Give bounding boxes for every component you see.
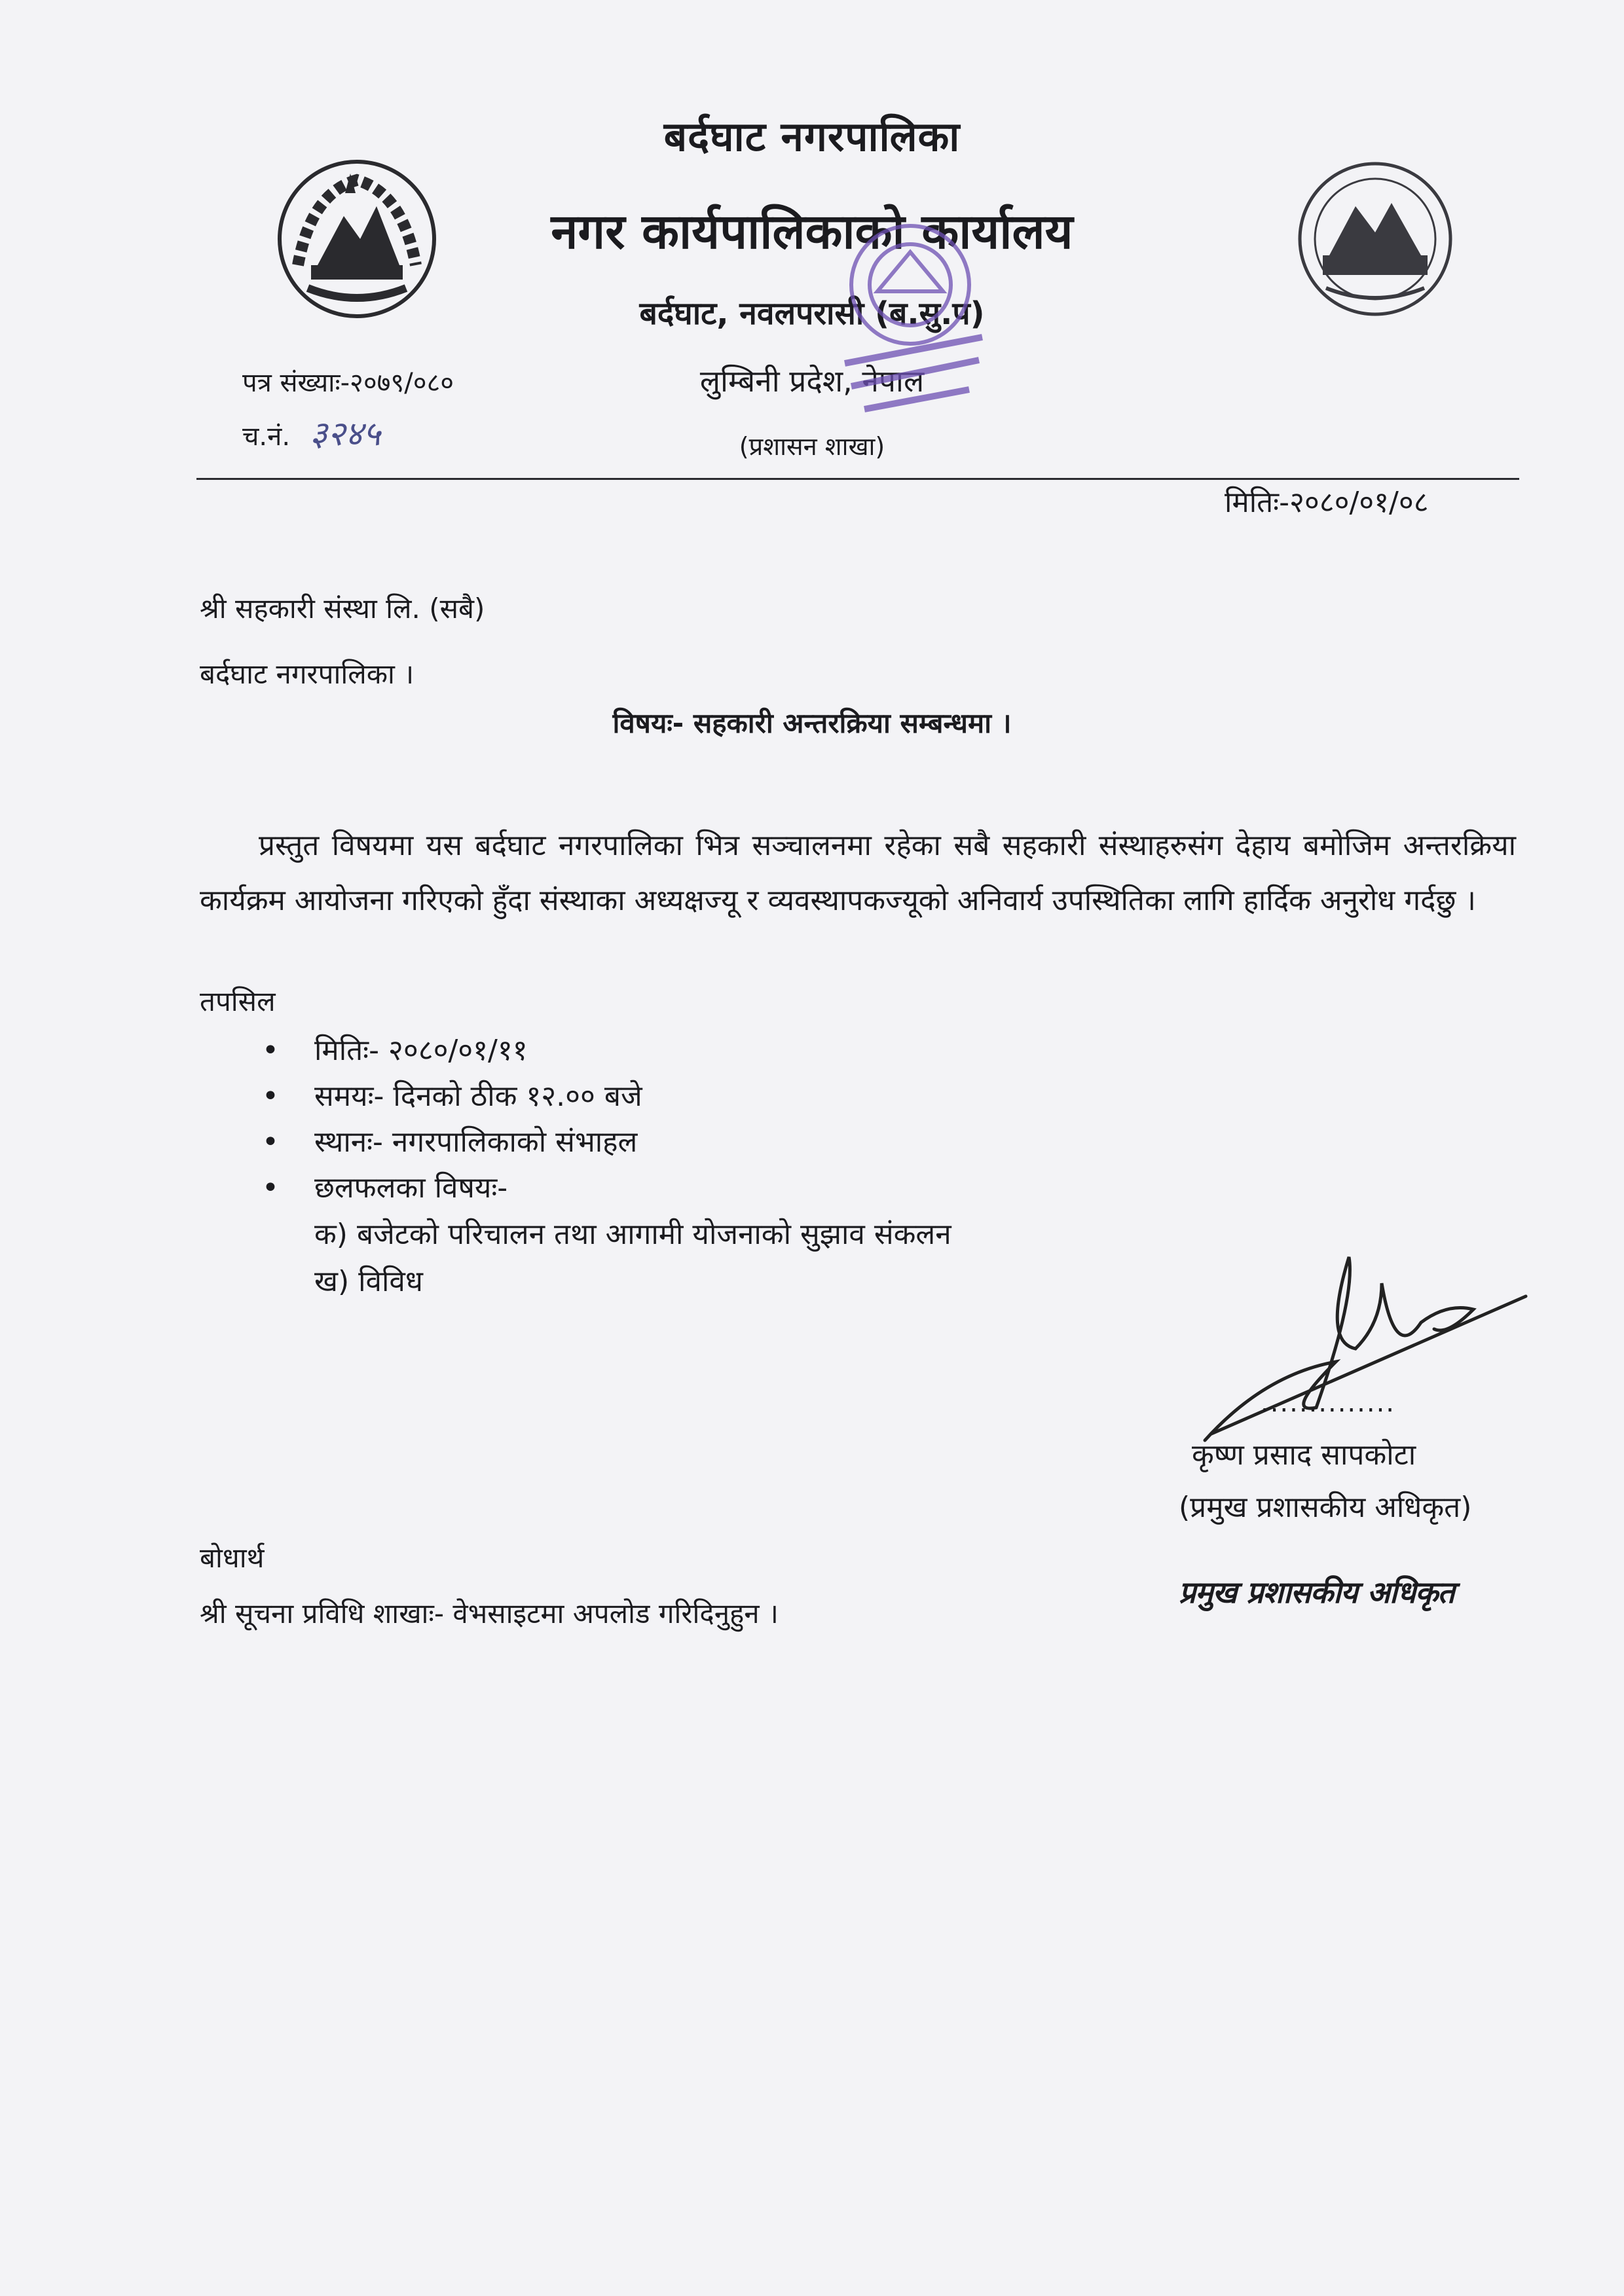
dispatch-label: च.नं. bbox=[242, 422, 291, 452]
list-item: • स्थानः- नगरपालिकाको संभाहल bbox=[262, 1120, 951, 1165]
bullet-icon: • bbox=[262, 1125, 279, 1159]
details-list bbox=[262, 1028, 951, 1305]
list-item: • छलफलका विषयः- bbox=[262, 1165, 951, 1211]
signature-dots: .............. bbox=[1261, 1388, 1396, 1418]
discussion-topics bbox=[262, 1211, 951, 1305]
bullet-icon: • bbox=[262, 1080, 279, 1113]
office-address: बर्दघाट, नवलपरासी (ब.सु.प) bbox=[639, 295, 985, 332]
letter-body: प्रस्तुत विषयमा यस बर्दघाट नगरपालिका भित्र सञ्चालनमा रहेका सबै सहकारी संस्थाहरुसंग देहाय बमोजिम अन्तरक्रिया कार्यक्रम आयोजना गरिएको हुँदा संस्थाका अध्यक्षज्यू र व्यवस्थापकज्यूको अनिवार्य उपस्थितिका लागि हार्दिक अनुरोध गर्दछु । bbox=[200, 829, 1516, 917]
cc-line: श्री सूचना प्रविधि शाखाः- वेभसाइटमा अपलोड गरिदिनुहुन । bbox=[200, 1597, 779, 1630]
header-divider bbox=[196, 478, 1519, 480]
letter-number: पत्र संख्याः-२०७९/०८० bbox=[242, 368, 454, 398]
designation-stamp: प्रमुख प्रशासकीय अधिकृत bbox=[1179, 1575, 1454, 1610]
letter-subject: विषयः- सहकारी अन्तरक्रिया सम्बन्धमा । bbox=[612, 707, 1012, 739]
bullet-icon: • bbox=[262, 1034, 279, 1067]
dispatch-number bbox=[242, 409, 380, 456]
list-item: • समयः- दिनको ठीक १२.०० बजे bbox=[262, 1074, 951, 1120]
office-branch: (प्रशासन शाखा) bbox=[739, 432, 885, 461]
signature-icon bbox=[1185, 1244, 1539, 1460]
details-title: तपसिल bbox=[200, 985, 276, 1017]
signatory-name: कृष्ण प्रसाद सापकोटा bbox=[1192, 1438, 1416, 1472]
org-name: बर्दघाट नगरपालिका bbox=[663, 113, 961, 160]
sub-list-item: ख) विविध bbox=[314, 1265, 423, 1298]
cc-title: बोधार्थ bbox=[200, 1542, 265, 1574]
recipient-line-2: बर्दघाट नगरपालिका । bbox=[200, 658, 415, 690]
recipient-line-1: श्री सहकारी संस्था लि. (सबै) bbox=[200, 592, 485, 625]
bullet-icon: • bbox=[262, 1171, 279, 1205]
office-name: नगर कार्यपालिकाको कार्यालय bbox=[551, 204, 1073, 260]
office-province: लुम्बिनी प्रदेश, नेपाल bbox=[699, 363, 925, 399]
signatory-title: (प्रमुख प्रशासकीय अधिकृत) bbox=[1179, 1491, 1472, 1524]
official-stamp-icon bbox=[805, 213, 1015, 435]
list-item: • मितिः- २०८०/०१/११ bbox=[262, 1028, 951, 1074]
letter-date: मितिः-२०८०/०१/०८ bbox=[1225, 486, 1429, 519]
sub-list-item: क) बजेटको परिचालन तथा आगामी योजनाको सुझाव संकलन bbox=[314, 1218, 951, 1251]
dispatch-value: ३२४५ bbox=[310, 414, 381, 454]
